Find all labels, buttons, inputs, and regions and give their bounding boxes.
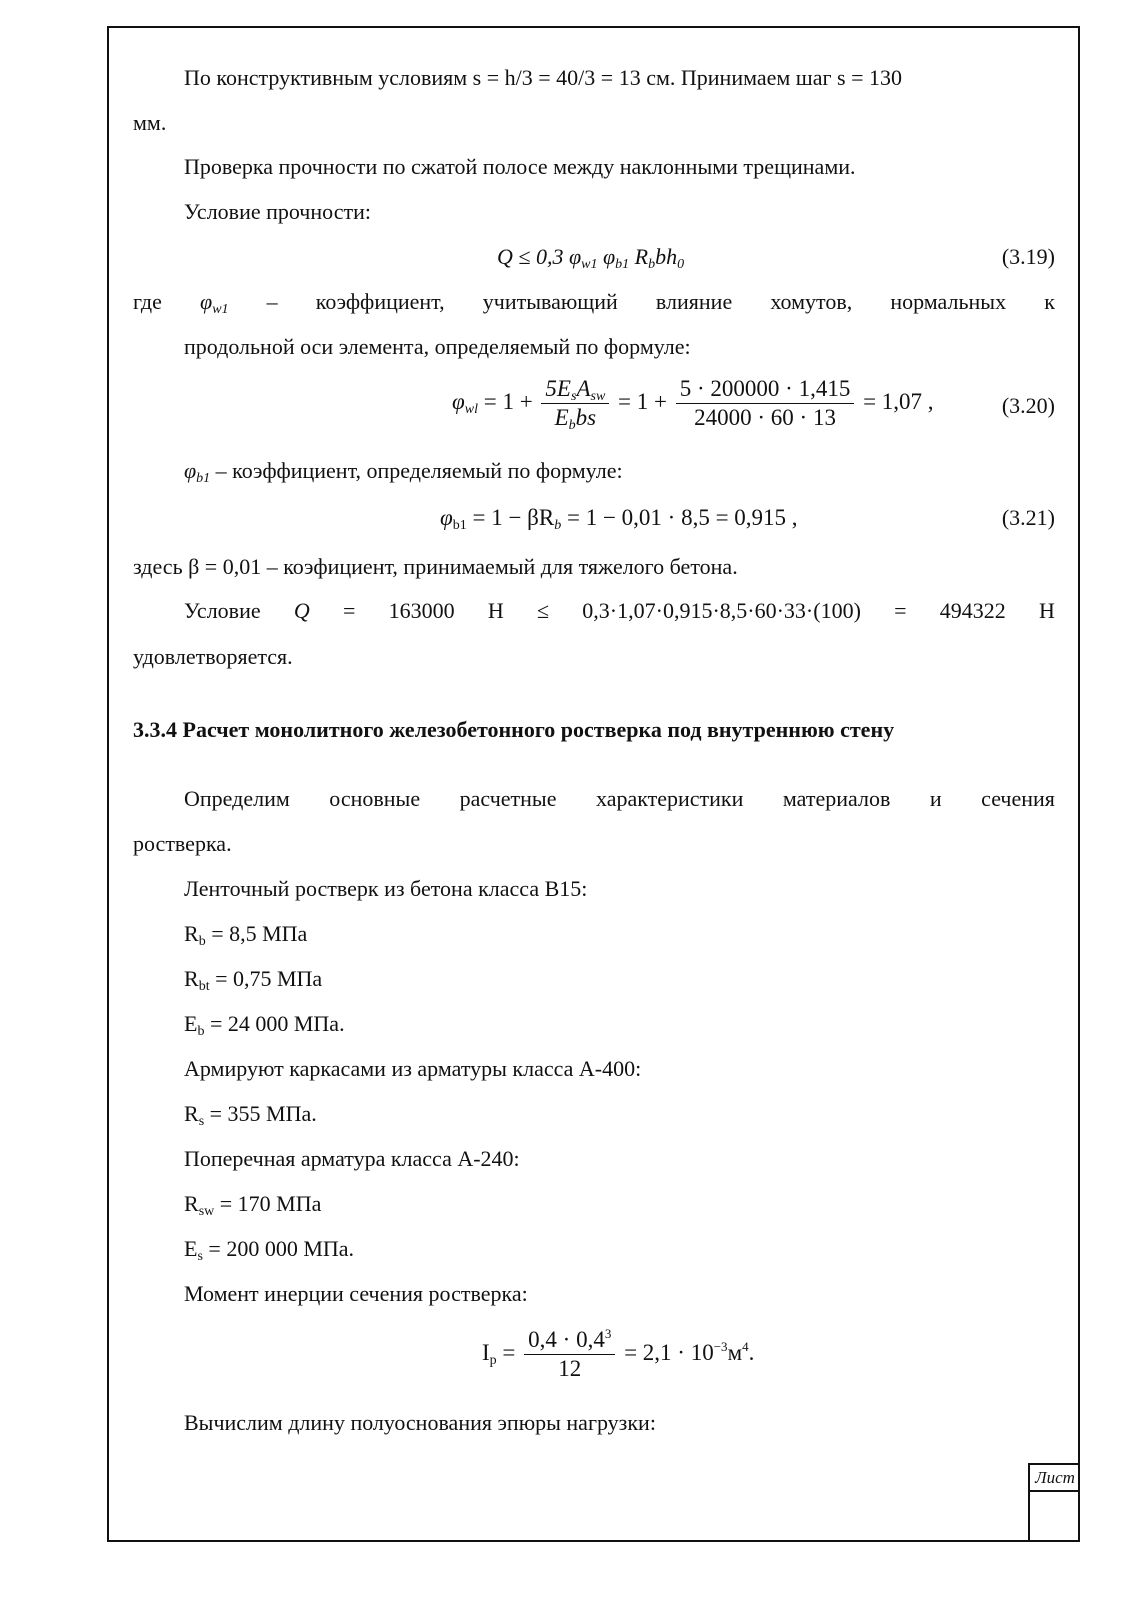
paragraph-determine-line2: ростверка. (133, 831, 232, 856)
paragraph-condition-check: Условие Q = 163000 Н ≤ 0,3·1,07·0,915·8,5·60·33·(100) = 494322 Н (184, 598, 1055, 623)
paragraph-transverse: Поперечная арматура класса А-240: (184, 1146, 520, 1171)
equation-3-20: $\varphi_{wl} = 1$ + $5E_sA_{sw}$ $E_bbs$ = 1 + $\frac{5 \cdot 200000 \cdot 1,415}{24000 \cdot 60 \cdot 13}$ = 1,07 , (452, 376, 934, 433)
paragraph-condition: Условие прочности: (184, 199, 371, 224)
sheet-label: Лист (1030, 1465, 1080, 1492)
paragraph-constructive-a: По конструктивным условиям s = h/3 = 40/3 = 13 см. Принимаем шаг s = 130 (184, 65, 903, 90)
value-es: $E_s = 200$ 000 МПа. (184, 1236, 355, 1264)
title-block-stamp (1028, 1463, 1080, 1542)
paragraph-reinforcement: Армируют каркасами из арматуры класса А-400: (184, 1056, 642, 1081)
paragraph-where-phi-w1: где $\varphi_{w1}$ – коэффициент, учитывающий влияние хомутов, нормальных к (133, 289, 1055, 317)
paragraph-half-base: Вычислим длину полуоснования эпюры нагрузки: (184, 1410, 656, 1435)
equation-number-3-21: (3.21) (1001, 505, 1055, 530)
value-rs: $R_s = 355$ МПа. (184, 1101, 317, 1129)
paragraph-determine: Определим основные расчетные характеристики материалов и сечения (184, 786, 1055, 811)
paragraph-phi-b1: $\varphi_{b1}$ – коэффициент, определяемый по формуле: (184, 458, 623, 486)
paragraph-concrete-class: Ленточный ростверк из бетона класса В15: (184, 876, 588, 901)
equation-inertia: $I_р$ = $\frac{0,4 \cdot 0,4^3}{12}$ = $2,1 \cdot 10^{-3}м^4$. (482, 1326, 755, 1381)
paragraph-constructive-b: мм. (133, 110, 167, 135)
value-rbt: $R_{bt} = 0,75$ МПа (184, 966, 323, 994)
paragraph-condition-line2: удовлетворяется. (133, 644, 293, 669)
paragraph-where-line2: продольной оси элемента, определяемый по формуле: (184, 334, 691, 359)
paragraph-beta: здесь β = 0,01 – коэфициент, принимаемый для тяжелого бетона. (133, 554, 738, 579)
value-eb: $E_b = 24$ 000 МПа. (184, 1011, 345, 1039)
section-heading: 3.3.4 Расчет монолитного железобетонного ростверка под внутреннюю стену (133, 717, 895, 742)
equation-3-21: $\varphi_{b1} = 1 - \beta R_b = 1 - 0,01 \cdot 8,5 = 0,915$ , (440, 505, 798, 533)
equation-3-19: Q ≤ 0,3 $\varphi_{w1}$ $\varphi_{b1}$ $R_bbh_0$ (497, 244, 685, 272)
paragraph-check: Проверка прочности по сжатой полосе между наклонными трещинами. (184, 154, 856, 179)
value-rsw: $R_{sw} = 170$ МПа (184, 1191, 322, 1219)
value-rb: $R_b = 8,5$ МПа (184, 921, 308, 949)
paragraph-inertia: Момент инерции сечения ростверка: (184, 1281, 528, 1306)
equation-number-3-20: (3.20) (1001, 393, 1055, 418)
equation-number-3-19: (3.19) (1001, 244, 1055, 269)
